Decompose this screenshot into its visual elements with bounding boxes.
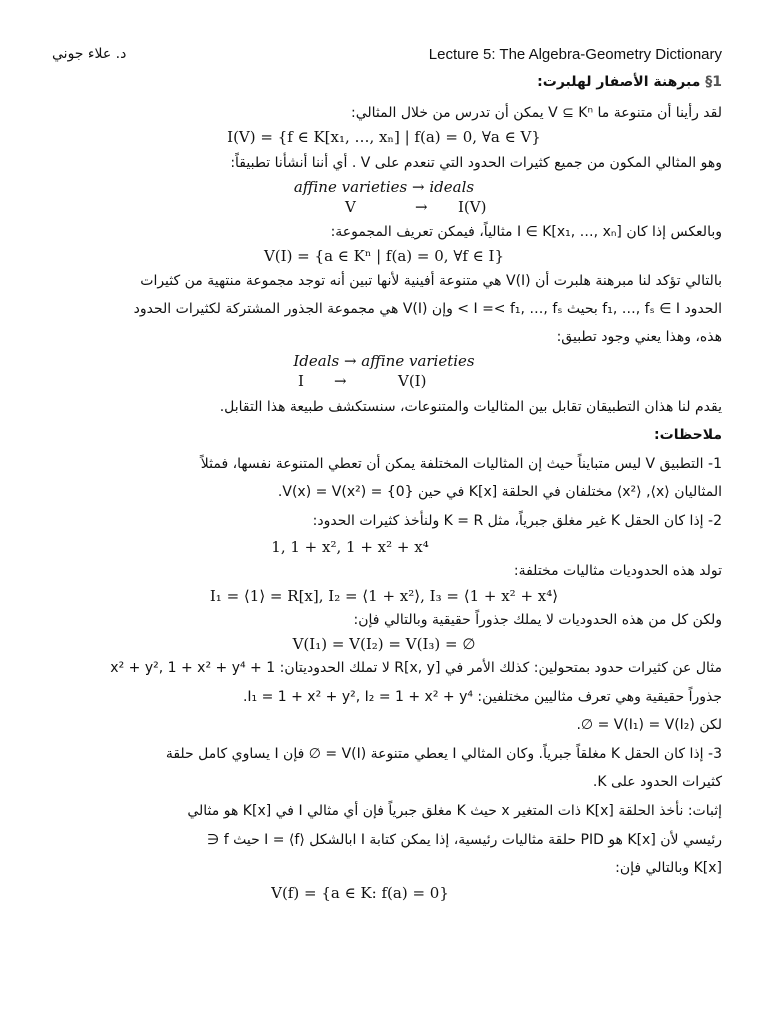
paragraph-line: كثيرات الحدود على K. bbox=[592, 774, 722, 790]
paragraph-line: جذوراً حقيقية وهي تعرف مثاليين مختلفين: I₁ = 1 + x² + y², I₂ = 1 + x² + y⁴. bbox=[242, 689, 722, 705]
paragraph-line: K[x] وبالتالي فإن: bbox=[615, 860, 722, 876]
paragraph-line: بالتالي تؤكد لنا مبرهنة هلبرت أن V(I) هي متنوعة أفينية لأنها تبين أنه توجد مجموعة منتهية من كثيرات bbox=[140, 273, 722, 289]
ideals-list: I₁ = ⟨1⟩ = R[x], I₂ = ⟨1 + x²⟩, I₃ = ⟨1 + x² + x⁴⟩ bbox=[209, 587, 559, 605]
paragraph-line: وهو المثالي المكون من جميع كثيرات الحدود التي تنعدم على V . أي أننا أنشأنا تطبيقاً: bbox=[230, 155, 722, 171]
map-row-arrow: → bbox=[334, 372, 347, 390]
paragraph-line: هذه، وهذا يعني وجود تطبيق: bbox=[556, 329, 722, 345]
remark-1: 1- التطبيق V ليس متبايناً حيث إن المثاليات المختلفة يمكن أن تعطي المتنوعة نفسها، فمثلاً bbox=[200, 456, 722, 472]
page-header bbox=[52, 46, 722, 68]
map-ideals-to-varieties: Ideals → affine varieties bbox=[293, 352, 475, 370]
map-row-arrow: → bbox=[415, 198, 428, 216]
paragraph-line: لقد رأينا أن متنوعة ما V ⊆ Kⁿ يمكن أن تدرس من خلال المثالي: bbox=[350, 105, 722, 121]
equation-ideal-of-variety: I(V) = {f ∈ K[x₁, …, xₙ] | f(a) = 0, ∀a ∈ V} bbox=[227, 128, 541, 146]
map-varieties-to-ideals: affine varieties → ideals bbox=[293, 178, 475, 196]
paragraph-line: ولكن كل من هذه الحدوديات لا يملك جذوراً حقيقية وبالتالي فإن: bbox=[353, 612, 722, 628]
paragraph-line: الحدود f₁, …, fₛ ∈ I بحيث I =< f₁, …, fₛ > وإن V(I) هي مجموعة الجذور المشتركة لكثيرات الحدود bbox=[133, 301, 722, 317]
section-number: 1§ bbox=[705, 74, 722, 90]
equation-variety-of-ideal: V(I) = {a ∈ Kⁿ | f(a) = 0, ∀f ∈ I} bbox=[263, 247, 505, 265]
map-row-var: I bbox=[298, 372, 304, 390]
paragraph-line: يقدم لنا هذان التطبيقان تقابل بين المثاليات والمتنوعات، سنستكشف طبيعة هذا التقابل. bbox=[219, 399, 722, 415]
remarks-heading: ملاحظات: bbox=[654, 427, 722, 443]
author-name: د. علاء جوني bbox=[52, 46, 127, 62]
remark-3: 3- إذا كان الحقل K مغلقاً جبرياً. وكان المثالي I يعطي متنوعة V(I) = ∅ فإن I يساوي كامل حلقة bbox=[165, 746, 722, 762]
paragraph-line: المثاليان ⟨x⟩, ⟨x²⟩ مختلفان في الحلقة K[x] في حين V(x) = V(x²) = {0}. bbox=[277, 484, 722, 500]
section-title: مبرهنة الأصفار لهلبرت: bbox=[537, 74, 701, 90]
map-row-image: I(V) bbox=[458, 198, 487, 216]
paragraph-line: تولد هذه الحدوديات مثاليات مختلفة: bbox=[513, 563, 722, 579]
paragraph-line: وبالعكس إذا كان I ∈ K[x₁, …, xₙ] مثالياً، فيمكن تعريف المجموعة: bbox=[330, 224, 722, 240]
polynomial-list: 1, 1 + x², 1 + x² + x⁴ bbox=[271, 538, 429, 556]
paragraph-line: لكن V(I₁) = V(I₂) = ∅. bbox=[576, 717, 722, 733]
map-row-var: V bbox=[345, 198, 356, 216]
equation-empty-varieties: V(I₁) = V(I₂) = V(I₃) = ∅ bbox=[292, 635, 476, 653]
lecture-title: Lecture 5: The Algebra-Geometry Dictionary bbox=[428, 46, 722, 63]
map-row-image: V(I) bbox=[398, 372, 427, 390]
paragraph-line: مثال عن كثيرات حدود بمتحولين: كذلك الأمر في R[x, y] لا تملك الحدوديتان: 1 + x² + y², 1 + x² + y⁴ bbox=[110, 660, 722, 676]
section-heading bbox=[537, 72, 722, 92]
equation-variety-of-f: V(f) = {a ∈ K: f(a) = 0} bbox=[271, 884, 449, 902]
remark-2: 2- إذا كان الحقل K غير مغلق جبرياً، مثل K = R ولنأخذ كثيرات الحدود: bbox=[312, 513, 722, 529]
proof-line: إثبات: نأخذ الحلقة K[x] ذات المتغير x حيث K مغلق جبرياً فإن أي مثالي I في K[x] هو مثالي bbox=[187, 803, 722, 819]
paragraph-line: رئيسي لأن K[x] هو PID حلقة مثاليات رئيسية، إذا يمكن كتابة I ابالشكل I = ⟨f⟩ حيث f ∈ bbox=[207, 832, 722, 848]
